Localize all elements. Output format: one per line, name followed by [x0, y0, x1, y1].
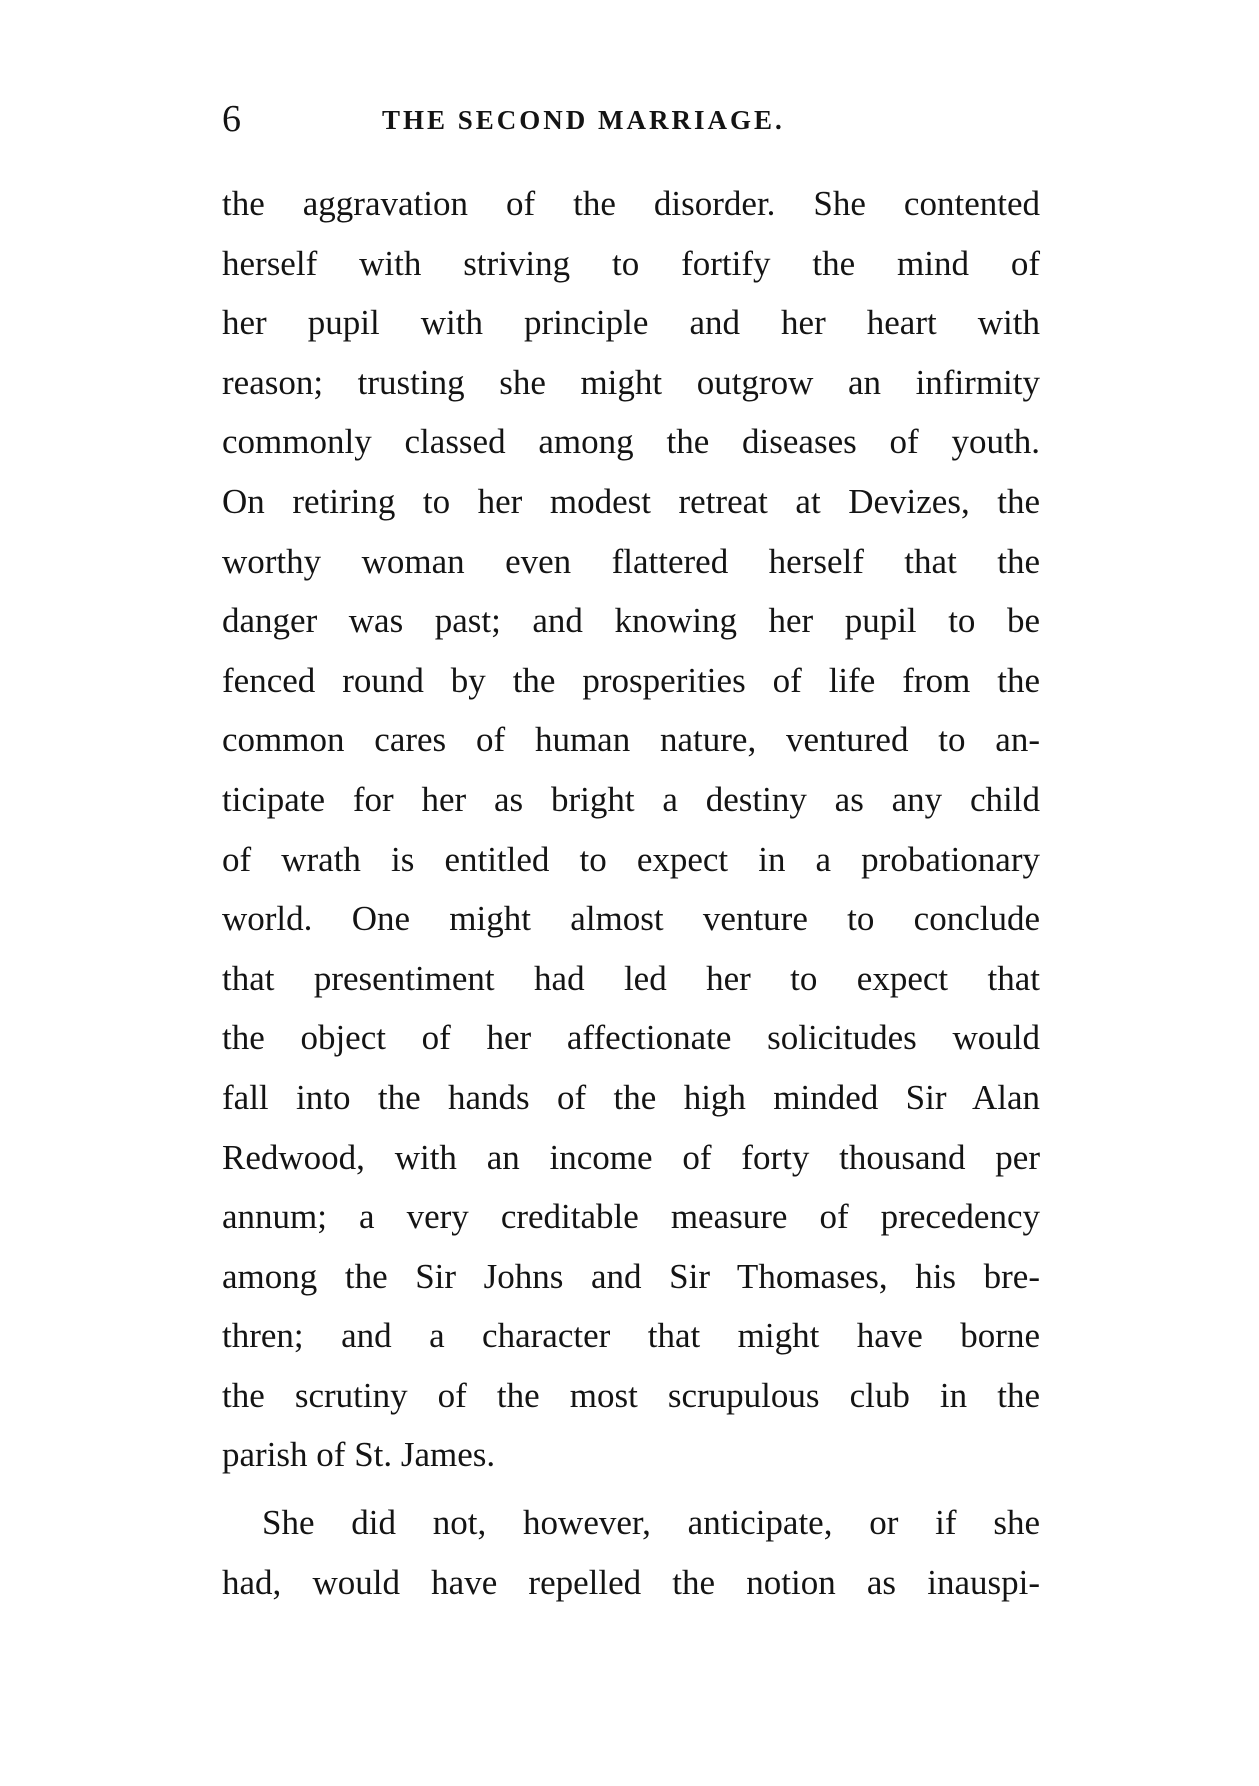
text-line: thren; and a character that might have borne [222, 1316, 1040, 1356]
text-line: common cares of human nature, ventured to an- [222, 720, 1040, 760]
text-line: the aggravation of the disorder. She contented [222, 184, 1040, 223]
text-line: herself with striving to fortify the mind of [222, 243, 1040, 283]
text-line: her pupil with principle and her heart with [222, 303, 1040, 343]
running-title: THE SECOND MARRIAGE. [382, 105, 785, 135]
text-line: that presentiment had led her to expect that [222, 958, 1040, 998]
text-line: the scrutiny of the most scrupulous club in the [222, 1375, 1040, 1415]
page-number: 6 [222, 98, 242, 140]
text-line: worthy woman even flattered herself that the [222, 541, 1040, 581]
text-line: world. One might almost venture to conclude [222, 899, 1040, 939]
text-line: annum; a very creditable measure of precedency [222, 1197, 1040, 1237]
text-line: parish of St. James. [222, 1435, 496, 1475]
text-line: the object of her affectionate solicitudes would [222, 1018, 1040, 1058]
text-line: fenced round by the prosperities of life from the [222, 660, 1040, 700]
text-line: She did not, however, anticipate, or if she [262, 1503, 1040, 1543]
text-line: commonly classed among the diseases of youth. [222, 422, 1040, 462]
paragraph-1 [222, 174, 1040, 1485]
text-line: among the Sir Johns and Sir Thomases, his bre- [222, 1256, 1040, 1296]
text-line: of wrath is entitled to expect in a probationary [222, 839, 1040, 879]
body-text [222, 174, 1040, 1612]
text-line: On retiring to her modest retreat at Devizes, the [222, 481, 1040, 521]
text-line: danger was past; and knowing her pupil to be [222, 601, 1040, 641]
text-line: had, would have repelled the notion as inauspi- [222, 1562, 1040, 1602]
paragraph-2 [222, 1493, 1040, 1612]
running-head [222, 94, 1052, 144]
text-line: reason; trusting she might outgrow an infirmity [222, 362, 1040, 402]
paragraph-gap [222, 1485, 1040, 1493]
text-line: fall into the hands of the high minded Sir Alan [222, 1077, 1040, 1117]
text-line: Redwood, with an income of forty thousand per [222, 1137, 1040, 1177]
text-line: ticipate for her as bright a destiny as any child [222, 779, 1040, 819]
